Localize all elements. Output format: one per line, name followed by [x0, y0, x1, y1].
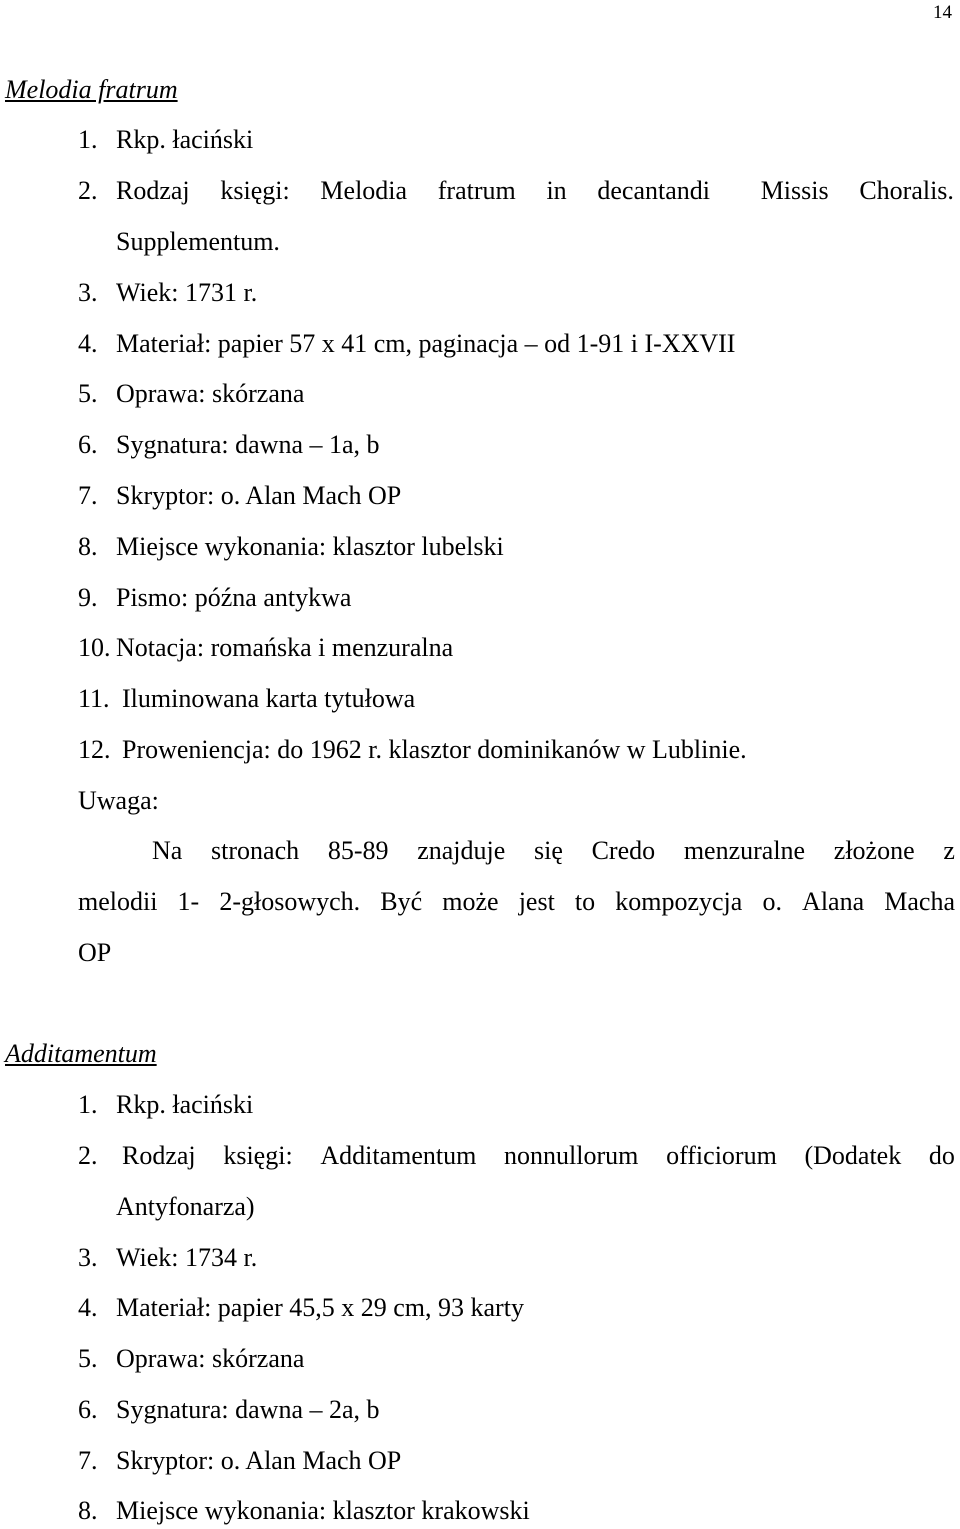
item-number: 9.	[78, 583, 98, 612]
item-text-justified	[122, 1140, 955, 1172]
word: Rodzaj	[122, 1141, 196, 1170]
word: księgi:	[220, 176, 290, 205]
item-number: 5.	[78, 1344, 98, 1373]
word: to	[574, 887, 596, 916]
note-line	[152, 835, 955, 867]
word: się	[533, 836, 563, 865]
item-text: Oprawa: skórzana	[116, 379, 305, 408]
word: Być	[380, 887, 423, 916]
item-text: Proweniencja: do 1962 r. klasztor dominikanów w Lublinie.	[122, 735, 747, 764]
word: Credo	[591, 836, 656, 865]
item-number: 8.	[78, 1496, 98, 1525]
item-number: 2.	[78, 176, 98, 205]
item-number: 6.	[78, 1395, 98, 1424]
page-number: 14	[933, 2, 952, 23]
item-text: Iluminowana karta tytułowa	[122, 684, 416, 713]
word: złożone	[833, 836, 915, 865]
item-text-justified	[116, 175, 954, 207]
word: Alana	[802, 887, 865, 916]
word: z	[943, 836, 955, 865]
item-text: Pismo: późna antykwa	[116, 583, 352, 612]
word: decantandi	[597, 176, 710, 205]
note-label: Uwaga:	[78, 786, 159, 815]
word: księgi:	[223, 1141, 293, 1170]
word: Additamentum	[320, 1141, 477, 1170]
item-number: 1.	[78, 1090, 98, 1119]
item-text: Materiał: papier 57 x 41 cm, paginacja – od 1-91 i I-XXVII	[116, 329, 736, 358]
word: Na	[152, 836, 183, 865]
word: kompozycja	[615, 887, 743, 916]
word: o.	[762, 887, 782, 916]
item-number: 1.	[78, 125, 98, 154]
item-text-continuation: Antyfonarza)	[116, 1192, 255, 1221]
item-number: 3.	[78, 1243, 98, 1272]
item-number: 2.	[78, 1141, 98, 1170]
item-text: Sygnatura: dawna – 1a, b	[116, 430, 380, 459]
word: jest	[518, 887, 555, 916]
item-text: Rkp. łaciński	[116, 125, 254, 154]
item-number: 12.	[78, 735, 111, 764]
section-title-additamentum: Additamentum	[5, 1039, 157, 1068]
item-text: Skryptor: o. Alan Mach OP	[116, 1446, 402, 1475]
item-text: Rkp. łaciński	[116, 1090, 254, 1119]
word: Macha	[884, 887, 955, 916]
item-text: Oprawa: skórzana	[116, 1344, 305, 1373]
item-text: Miejsce wykonania: klasztor lubelski	[116, 532, 504, 561]
word: znajduje	[417, 836, 506, 865]
word: do	[928, 1141, 955, 1170]
item-text: Skryptor: o. Alan Mach OP	[116, 481, 402, 510]
item-number: 10.	[78, 633, 111, 662]
word: 85-89	[327, 836, 389, 865]
word: Rodzaj	[116, 176, 190, 205]
item-number: 11.	[78, 684, 110, 713]
item-number: 7.	[78, 481, 98, 510]
item-number: 7.	[78, 1446, 98, 1475]
item-text: Wiek: 1731 r.	[116, 278, 258, 307]
word: officiorum	[666, 1141, 777, 1170]
item-text: Miejsce wykonania: klasztor krakowski	[116, 1496, 530, 1525]
item-number: 6.	[78, 430, 98, 459]
word: 2-głosowych.	[219, 887, 361, 916]
word: Melodia	[320, 176, 408, 205]
word: fratrum	[437, 176, 516, 205]
item-number: 3.	[78, 278, 98, 307]
word: może	[442, 887, 499, 916]
word: Missis	[760, 176, 829, 205]
note-line	[78, 886, 955, 918]
item-text-continuation: Supplementum.	[116, 227, 280, 256]
word: in	[546, 176, 567, 205]
item-number: 4.	[78, 329, 98, 358]
section-title-melodia: Melodia fratrum	[5, 75, 178, 104]
item-text: Notacja: romańska i menzuralna	[116, 633, 454, 662]
item-text: Materiał: papier 45,5 x 29 cm, 93 karty	[116, 1293, 524, 1322]
word: nonnullorum	[504, 1141, 639, 1170]
item-text: Wiek: 1734 r.	[116, 1243, 258, 1272]
word: melodii	[78, 887, 158, 916]
item-text: Sygnatura: dawna – 2a, b	[116, 1395, 380, 1424]
note-line: OP	[78, 938, 112, 967]
word: (Dodatek	[804, 1141, 902, 1170]
word: menzuralne	[683, 836, 806, 865]
word: Choralis.	[859, 176, 954, 205]
item-number: 8.	[78, 532, 98, 561]
item-number: 4.	[78, 1293, 98, 1322]
item-number: 5.	[78, 379, 98, 408]
word: stronach	[211, 836, 300, 865]
word: 1-	[177, 887, 200, 916]
